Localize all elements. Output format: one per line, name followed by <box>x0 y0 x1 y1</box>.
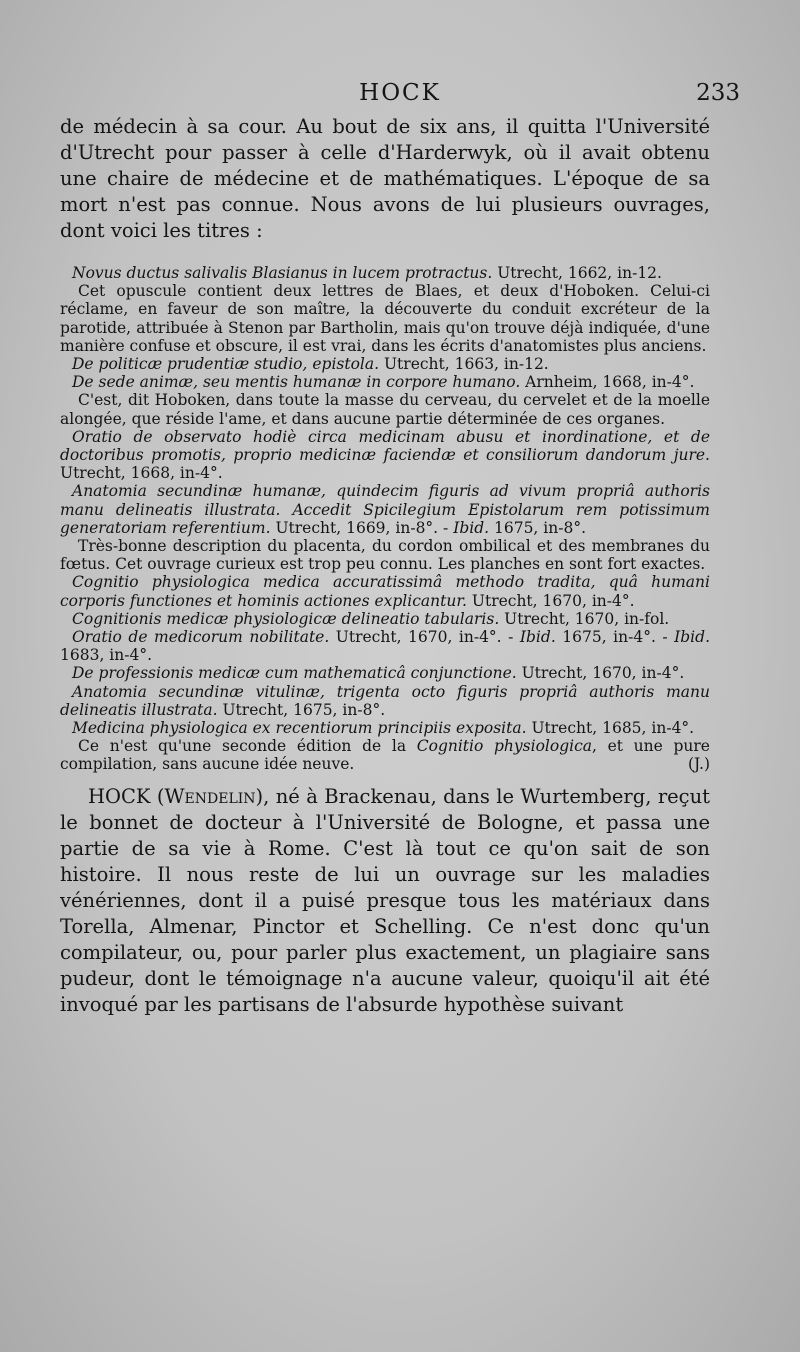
intro-paragraph: de médecin à sa cour. Au bout de six ans, il quitta l'Université d'Utrecht pour passer à celle d'Harderwyk, où il avait obtenu une chaire de médecine et de mathématiques. L'époque de sa mort n'est pas connue. Nous avons de lui plusieurs ouvrages, dont voici les titres : <box>60 115 710 242</box>
entry-name: HOCK <box>88 784 151 808</box>
bibliography-note: C'est, dit Hoboken, dans toute la masse du cerveau, du cervelet et de la moelle alongée, que réside l'ame, et dans aucune partie déterminée de ces organes. <box>60 391 710 428</box>
work-title: De politicæ prudentiæ studio, epistola. <box>72 355 380 374</box>
bibliography-entry: De sede animæ, seu mentis humanæ in corpore humano. Arnheim, 1668, in-4°. <box>72 373 695 392</box>
work-title: Cognitio physiologica medica accuratissimâ methodo tradita, quâ humani corporis functiones et hominis actiones explicantur. <box>60 573 710 610</box>
work-title: De professionis medicæ cum mathematicâ conjunctione. <box>72 664 517 683</box>
bibliography-entry: Cognitio physiologica medica accuratissimâ methodo tradita, quâ humani corporis functiones et hominis actiones explicantur. Utrecht, 1670, in-4°. <box>60 573 710 610</box>
running-title: HOCK <box>359 80 441 106</box>
bibliography-list <box>60 264 710 774</box>
bibliography-entry: De professionis medicæ cum mathematicâ conjunctione. Utrecht, 1670, in-4°. <box>72 664 685 683</box>
work-title: Anatomia secundinæ humanæ, quindecim figuris ad vivum propriâ authoris manu delineatis illustrata. Accedit Spicilegium Epistolarum rem potissimum generatoriam referentium. <box>60 482 710 537</box>
work-title: Medicina physiologica ex recentiorum principiis exposita. <box>72 719 527 738</box>
work-title: Anatomia secundinæ vitulinæ, trigenta octo figuris propriâ authoris manu delineatis illustrata. <box>60 682 710 719</box>
page-number: 233 <box>696 80 740 106</box>
bibliography-entry: Anatomia secundinæ humanæ, quindecim figuris ad vivum propriâ authoris manu delineatis illustrata. Accedit Spicilegium Epistolarum rem potissimum generatoriam referentium. Utrecht, 1669, in-8°. - Ibid. 1675, in-8°. <box>60 482 710 537</box>
bibliography-note: Ce n'est qu'une seconde édition de la Cognitio physiologica, et une pure compilation, sans aucune idée neuve. (J.) <box>60 737 710 774</box>
entry-text: , né à Brackenau, dans le Wurtemberg, reçut le bonnet de docteur à l'Université de Bologne, et passa une partie de sa vie à Rome. C'est là tout ce qu'on sait de son histoire. Il nous reste de lui un ouvrage sur les maladies vénériennes, dont il a puisé presque tous les matériaux dans Torella, Almenar, Pinctor et Schelling. Ce n'est donc qu'un compilateur, ou, pour parler plus exactement, un plagiaire sans pudeur, dont le témoignage n'a aucune valeur, quoiqu'il ait été invoqué par les partisans de l'absurde hypothèse suivant <box>60 784 710 1016</box>
bibliography-entry: Medicina physiologica ex recentiorum principiis exposita. Utrecht, 1685, in-4°. <box>72 719 695 738</box>
bibliography-entry: Oratio de medicorum nobilitate. Utrecht, 1670, in-4°. - Ibid. 1675, in-4°. - Ibid. 1683, in-4°. <box>60 628 710 665</box>
author-marker: (J.) <box>687 755 710 774</box>
bibliography-entry: Novus ductus salivalis Blasianus in lucem protractus. Utrecht, 1662, in-12. <box>72 264 662 282</box>
work-title: De sede animæ, seu mentis humanæ in corpore humano. <box>72 373 521 392</box>
page-header <box>60 80 740 110</box>
entry-given-name: Wendelin <box>164 784 256 808</box>
work-title: Oratio de observato hodiè circa medicinam abusu et inordinatione, et de doctoribus promotis, proprio medicinæ faciendæ et consiliorum dandorum jure. <box>60 427 710 465</box>
body-text <box>60 114 710 1037</box>
bibliography-entry: Oratio de observato hodiè circa medicinam abusu et inordinatione, et de doctoribus promotis, proprio medicinæ faciendæ et consiliorum dandorum jure. Utrecht, 1668, in-4°. <box>60 427 710 483</box>
work-title: Novus ductus salivalis Blasianus in lucem protractus. <box>72 264 493 282</box>
work-title: Cognitionis medicæ physiologicæ delineatio tabularis. <box>72 609 500 628</box>
work-title: Oratio de medicorum nobilitate. <box>72 628 330 647</box>
bibliography-entry: Cognitionis medicæ physiologicæ delineatio tabularis. Utrecht, 1670, in-fol. <box>72 609 670 628</box>
bibliography-note: Très-bonne description du placenta, du cordon ombilical et des membranes du fœtus. Cet ouvrage curieux est trop peu connu. Les planches en sont fort exactes. <box>60 537 710 574</box>
bibliography-note: Cet opuscule contient deux lettres de Blaes, et deux d'Hoboken. Celui-ci réclame, en faveur de son maître, la découverte du conduit excréteur de la parotide, attribuée à Stenon par Bartholin, mais qu'on trouve déjà indiquée, d'une manière confuse et obscure, il est vrai, dans les écrits d'anatomistes plus anciens. <box>60 282 710 355</box>
hock-wendelin-entry: HOCK (Wendelin), né à Brackenau, dans le Wurtemberg, reçut le bonnet de docteur à l'Université de Bologne, et passa une partie de sa vie à Rome. C'est là tout ce qu'on sait de son histoire. Il nous reste de lui un ouvrage sur les maladies vénériennes, dont il a puisé presque tous les matériaux dans Torella, Almenar, Pinctor et Schelling. Ce n'est donc qu'un compilateur, ou, pour parler plus exactement, un plagiaire sans pudeur, dont le témoignage n'a aucune valeur, quoiqu'il ait été invoqué par les partisans de l'absurde hypothèse suivant <box>60 784 710 1016</box>
bibliography-entry: De politicæ prudentiæ studio, epistola. Utrecht, 1663, in-12. <box>72 355 549 374</box>
bibliography-entry: Anatomia secundinæ vitulinæ, trigenta octo figuris propriâ authoris manu delineatis illustrata. Utrecht, 1675, in-8°. <box>60 682 710 719</box>
